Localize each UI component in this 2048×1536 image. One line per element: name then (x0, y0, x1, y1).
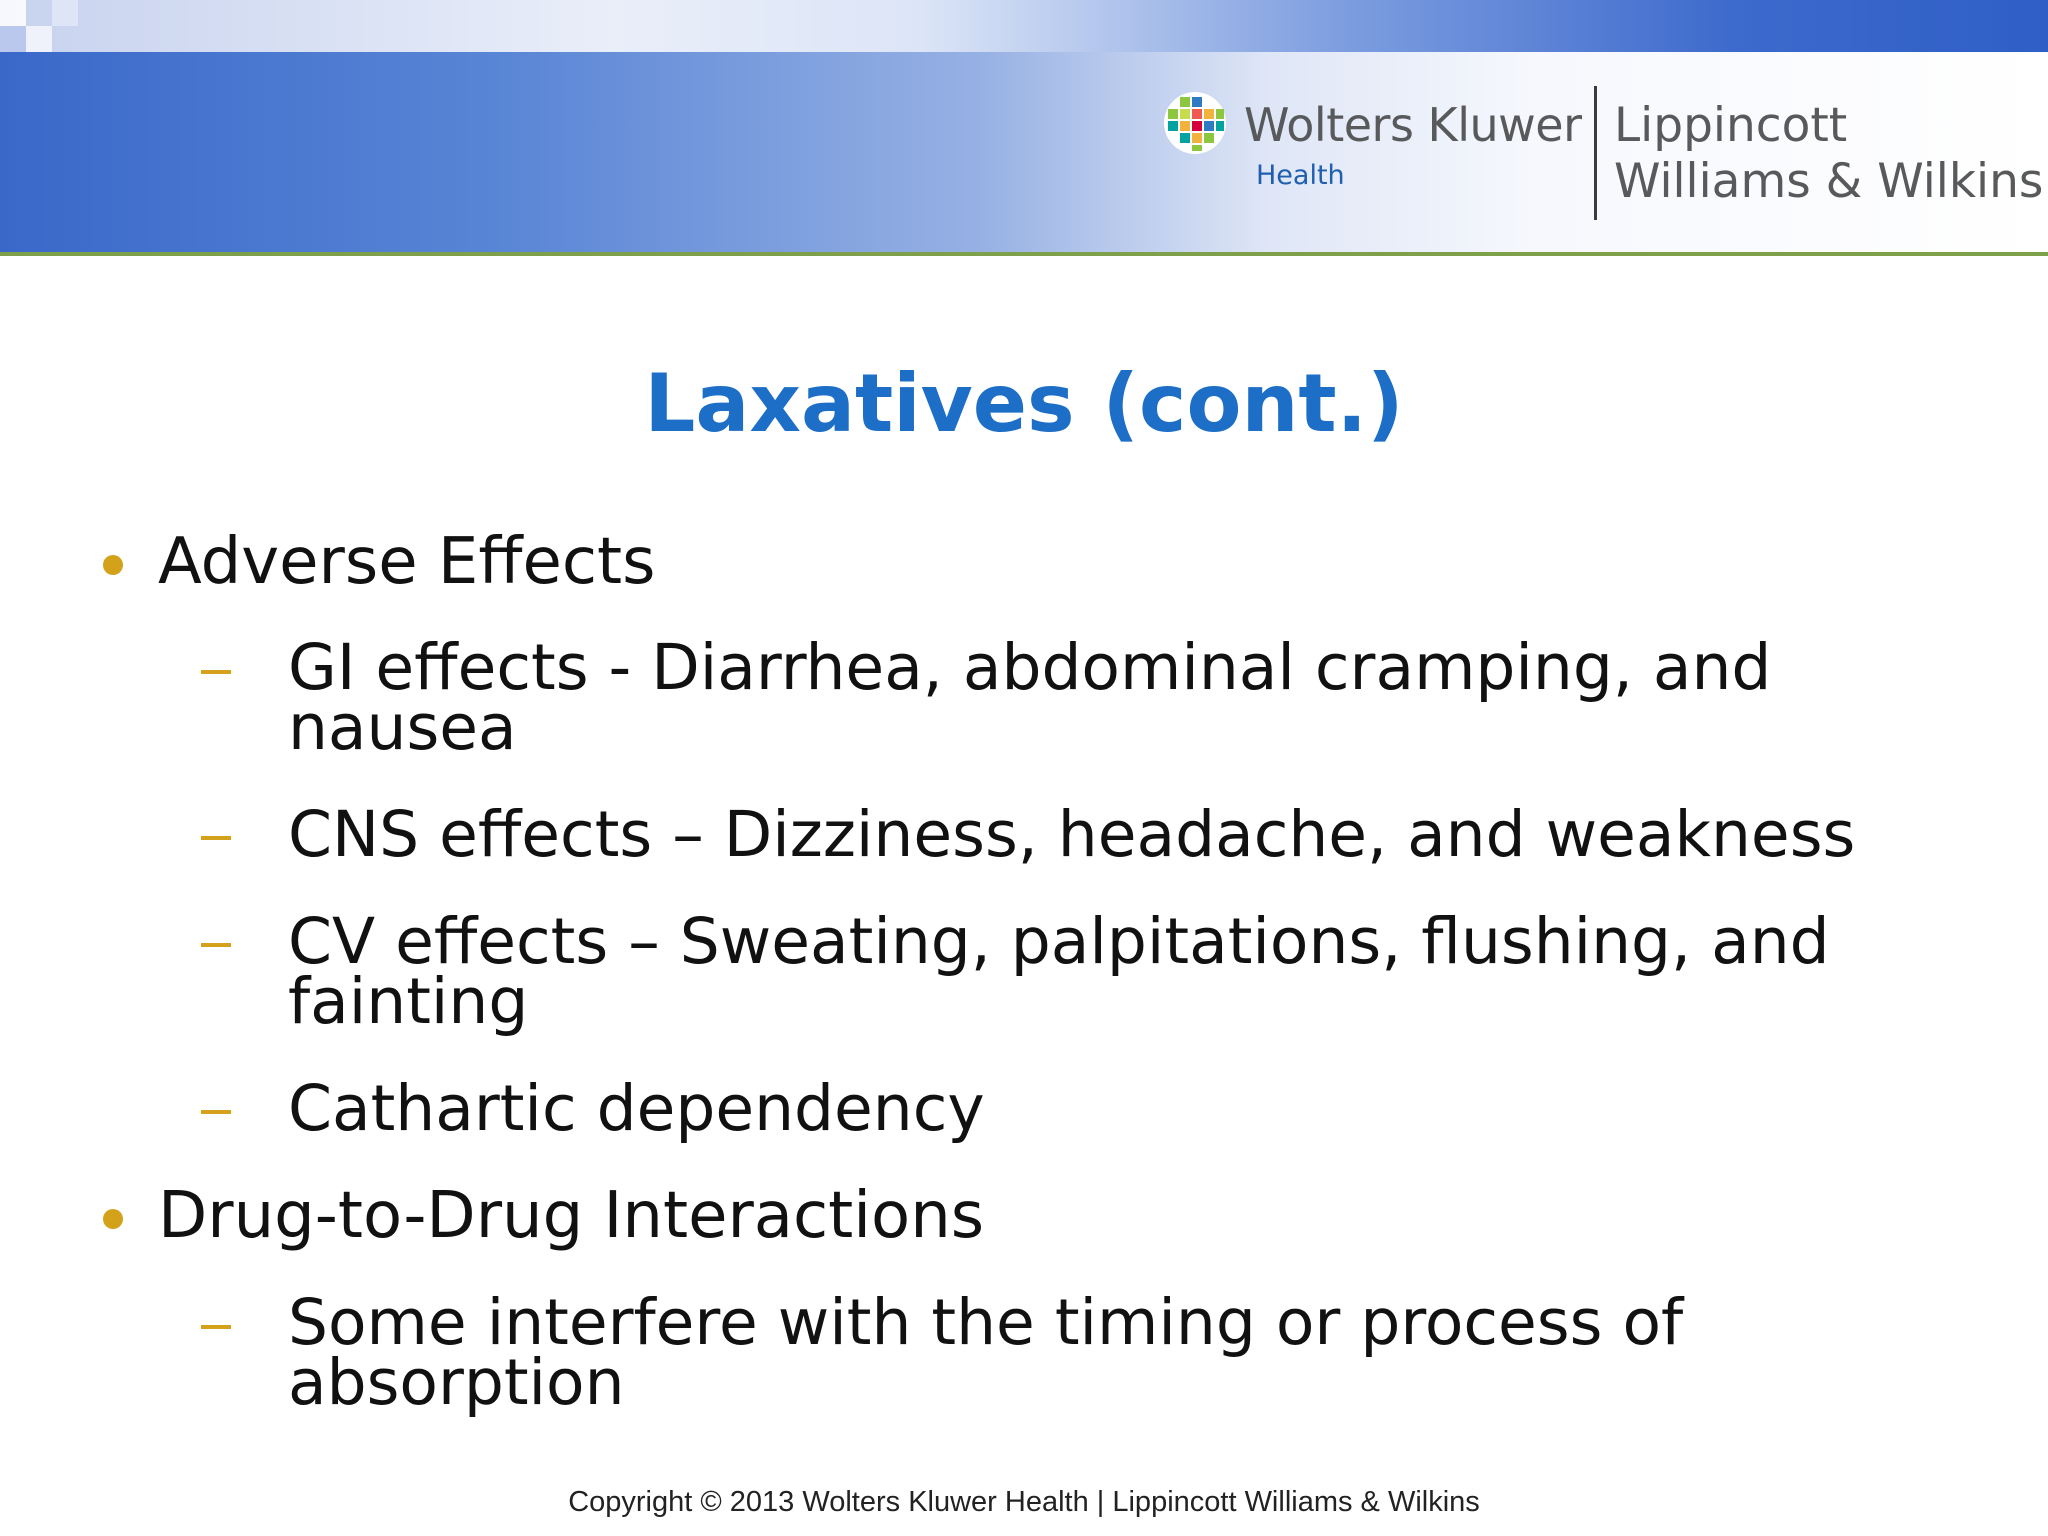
list-item (288, 1286, 1684, 1419)
list-item-line: fainting (288, 965, 529, 1038)
section-heading: Drug-to-Drug Interactions (158, 1179, 985, 1253)
banner-rule (0, 252, 2048, 256)
brand-secondary-line-2: Williams & Wilkins (1614, 154, 2044, 209)
list-item (288, 798, 1856, 871)
bullet-dot-icon (103, 1209, 123, 1229)
list-item (288, 1072, 985, 1145)
list-item-line: Some interfere with the timing or process of (288, 1286, 1684, 1359)
list-item-line: nausea (288, 691, 517, 764)
banner-checker-tile (0, 26, 26, 52)
slide-title: Laxatives (cont.) (644, 357, 1404, 450)
banner-top-strip (0, 0, 2048, 52)
dash-bullet-icon (201, 1110, 231, 1114)
banner-checker-tile (0, 0, 26, 26)
dash-bullet-icon (201, 836, 231, 840)
header-banner (0, 0, 2048, 256)
brand-sub-text: Health (1256, 160, 1345, 191)
list-item-line: Cathartic dependency (288, 1072, 985, 1145)
wolters-kluwer-logo-icon (1162, 90, 1228, 156)
brand-primary-text: Wolters Kluwer (1244, 98, 1582, 152)
brand-secondary-line-1: Lippincott (1614, 98, 1848, 153)
banner-checker-tile (52, 0, 78, 26)
banner-checker-tile (26, 26, 52, 52)
section-heading: Adverse Effects (158, 525, 656, 599)
list-item (288, 905, 1830, 1038)
dash-bullet-icon (201, 1325, 231, 1329)
dash-bullet-icon (201, 670, 231, 674)
bullet-dot-icon (103, 555, 123, 575)
list-item-line: absorption (288, 1346, 625, 1419)
brand-secondary-text (1614, 98, 2043, 210)
list-item (288, 631, 1772, 764)
dash-bullet-icon (201, 943, 231, 947)
list-item-line: CV effects – Sweating, palpitations, flushing, and (288, 905, 1830, 978)
list-item-line: CNS effects – Dizziness, headache, and weakness (288, 798, 1856, 871)
list-item-line: GI effects - Diarrhea, abdominal cramping, and (288, 631, 1772, 704)
logo-divider (1594, 86, 1597, 220)
copyright-footer: Copyright © 2013 Wolters Kluwer Health | Lippincott Williams & Wilkins (568, 1486, 1480, 1518)
